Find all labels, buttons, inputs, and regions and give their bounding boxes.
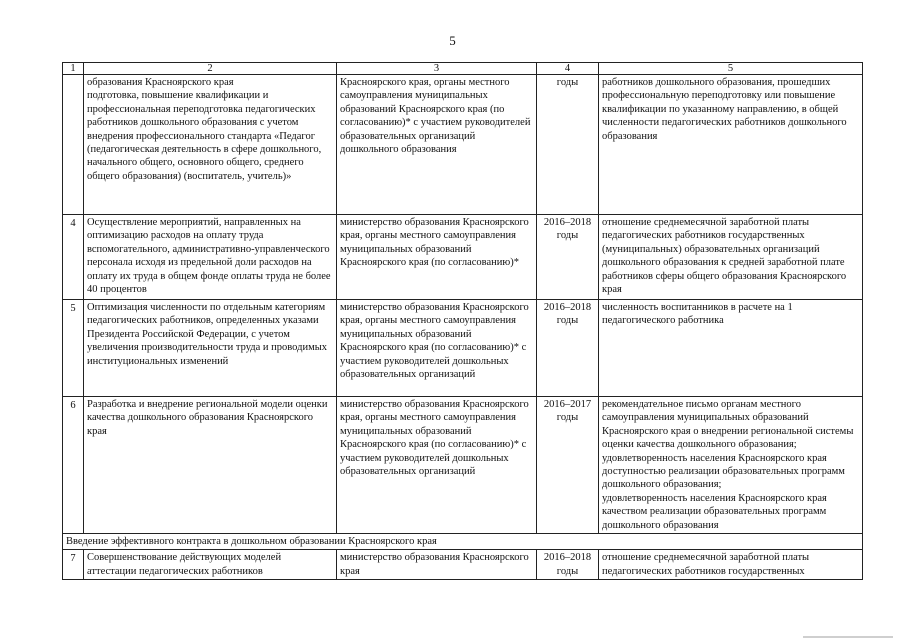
period-cell: 2016–2018 годы bbox=[537, 550, 599, 580]
executors-cell: Красноярского края, органы местного самоуправления муниципальных образований Красноярского края (по согласованию)* с участием руководителей образовательных организаций дошкольного образования bbox=[337, 75, 537, 215]
header-cell: 4 bbox=[537, 63, 599, 75]
measure-cell: Совершенствование действующих моделей аттестации педагогических работников bbox=[84, 550, 337, 580]
page-number: 5 bbox=[449, 33, 456, 48]
executors-cell: министерство образования Красноярского края bbox=[337, 550, 537, 580]
table-row bbox=[63, 300, 863, 397]
period-cell: 2016–2018 годы bbox=[537, 300, 599, 397]
period-cell: 2016–2018 годы bbox=[537, 215, 599, 300]
header-cell: 5 bbox=[599, 63, 863, 75]
header-cell: 1 bbox=[63, 63, 84, 75]
row-number-cell bbox=[63, 75, 84, 215]
row-number-cell: 6 bbox=[63, 397, 84, 534]
row-number-cell: 7 bbox=[63, 550, 84, 580]
measure-cell: Оптимизация численности по отдельным категориям педагогических работников, определенных указами Президента Российской Федерации, с учетом увеличения производительности труда и проводимых институциональных изменений bbox=[84, 300, 337, 397]
scan-artifact bbox=[803, 636, 893, 638]
section-title: Введение эффективного контракта в дошкольном образовании Красноярского края bbox=[63, 534, 863, 550]
executors-cell: министерство образования Красноярского края, органы местного самоуправления муниципальных образований Красноярского края (по согласованию)* с участием руководителей дошкольных образовательных организаций bbox=[337, 300, 537, 397]
indicators-cell: отношение среднемесячной заработной платы педагогических работников государственных bbox=[599, 550, 863, 580]
indicators-cell: рекомендательное письмо органам местного самоуправления муниципальных образований Красноярского края о внедрении региональной системы оценки качества дошкольного образования; удовлетворенность населения Красноярского края доступностью реализации образовательных программ дошкольного образования; удовлетворенность населения Красноярского края качеством реализации образовательных программ дошкольного образования bbox=[599, 397, 863, 534]
measure-cell: Разработка и внедрение региональной модели оценки качества дошкольного образования Красноярского края bbox=[84, 397, 337, 534]
table-row bbox=[63, 550, 863, 580]
executors-cell: министерство образования Красноярского края, органы местного самоуправления муниципальных образований Красноярского края (по согласованию)* с участием руководителей дошкольных образовательных организаций bbox=[337, 397, 537, 534]
executors-cell: министерство образования Красноярского края, органы местного самоуправления муниципальных образований Красноярского края (по согласованию)* bbox=[337, 215, 537, 300]
measure-cell: образования Красноярского края подготовка, повышение квалификации и профессиональная переподготовка педагогических работников дошкольного образования с учетом внедрения профессионального стандарта «Педагог (педагогическая деятельность в сфере дошкольного, начального общего, основного общего, среднего общего образования) (воспитатель, учитель)» bbox=[84, 75, 337, 215]
header-cell: 3 bbox=[337, 63, 537, 75]
row-number-cell: 5 bbox=[63, 300, 84, 397]
indicators-cell: отношение среднемесячной заработной платы педагогических работников государственных (муниципальных) образовательных организаций дошкольного образования к средней заработной плате работников сферы общего образования Красноярского края bbox=[599, 215, 863, 300]
section-row bbox=[63, 534, 863, 550]
period-cell: годы bbox=[537, 75, 599, 215]
table-header-row bbox=[63, 63, 863, 75]
indicators-cell: работников дошкольного образования, прошедших профессиональную переподготовку или повышение квалификации по указанному направлению, в общей численности педагогических работников дошкольного образования bbox=[599, 75, 863, 215]
row-number-cell: 4 bbox=[63, 215, 84, 300]
table-row bbox=[63, 397, 863, 534]
measures-table bbox=[62, 62, 863, 580]
period-cell: 2016–2017 годы bbox=[537, 397, 599, 534]
header-cell: 2 bbox=[84, 63, 337, 75]
indicators-cell: численность воспитанников в расчете на 1 педагогического работника bbox=[599, 300, 863, 397]
table-row bbox=[63, 75, 863, 215]
measure-cell: Осуществление мероприятий, направленных на оптимизацию расходов на оплату труда вспомогательного, административно-управленческого персонала исходя из предельной доли расходов на оплату их труда в общем фонде оплаты труда не более 40 процентов bbox=[84, 215, 337, 300]
table-row bbox=[63, 215, 863, 300]
